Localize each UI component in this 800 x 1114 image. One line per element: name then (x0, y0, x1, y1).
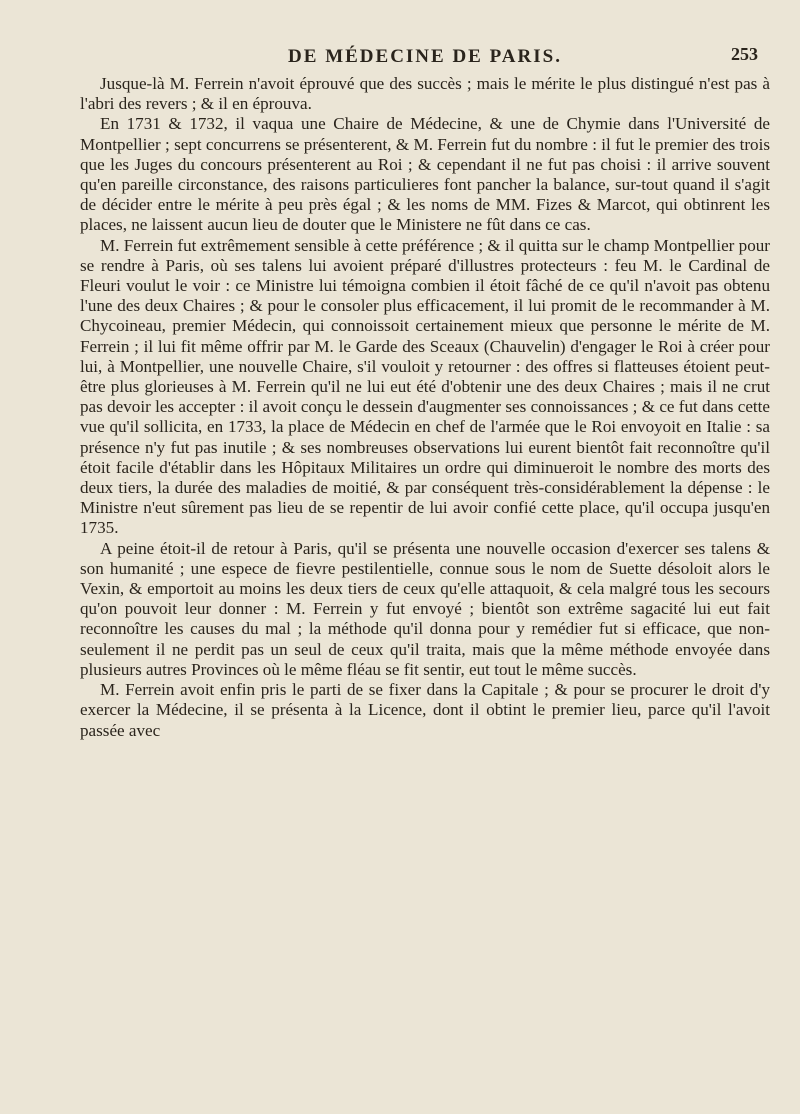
paragraph-4: A peine étoit-il de retour à Paris, qu'il se présenta une nouvelle occasion d'exercer ses talens & son humanité ; une espece de fievre pestilentielle, connue sous le nom de Suette désoloit alors le Vexin, & emportoit au moins les deux tiers de ceux qu'elle attaquoit, & cela malgré tous les secours qu'on pouvoit leur donner : M. Ferrein y fut envoyé ; bientôt son extrême sagacité lui eut fait reconnoître les causes du mal ; la méthode qu'il donna pour y remédier fut si efficace, que non-seulement il ne perdit pas un seul de ceux qu'il traita, mais que la même méthode envoyée dans plusieurs autres Provinces où le même fléau se fit sentir, eut tout le même succès. (80, 538, 770, 679)
paragraph-2: En 1731 & 1732, il vaqua une Chaire de Médecine, & une de Chymie dans l'Université de Montpellier ; sept concurrens se présenterent, & M. Ferrein fut du nombre : il fut le premier des trois que les Juges du concours présenterent au Roi ; & cependant il ne fut pas choisi : il arrive souvent qu'en pareille circonstance, des raisons particulieres font pancher la balance, sur-tout quand il s'agit de décider entre le mérite à peu près égal ; & les noms de MM. Fizes & Marcot, qui obtinrent les places, ne laissent aucun lieu de douter que le Ministere ne fût dans ce cas. (80, 114, 770, 235)
page-number: 253 (731, 44, 758, 64)
paragraph-3: M. Ferrein fut extrêmement sensible à cette préférence ; & il quitta sur le champ Montpellier pour se rendre à Paris, où ses talens lui avoient préparé d'illustres protecteurs : feu M. le Cardinal de Fleuri voulut le voir : ce Ministre lui témoigna combien il étoit fâché de ce qu'il n'avoit pas obtenu l'une des deux Chaires ; & pour le consoler plus efficacement, il lui promit de le recommander à M. Chycoineau, premier Médecin, qui connoissoit certainement mieux que personne le mérite de M. Ferrein ; il lui fit même offrir par M. le Garde des Sceaux (Chauvelin) d'engager le Roi à créer pour lui, à Montpellier, une nouvelle Chaire, s'il vouloit y retourner : des offres si flatteuses étoient peut-être plus glorieuses à M. Ferrein qu'il ne lui eut été d'obtenir une des deux Chaires ; mais il ne crut pas devoir les accepter : il avoit conçu le dessein d'augmenter ses connoissances ; & ce fut dans cette vue qu'il sollicita, en 1733, la place de Médecin en chef de l'armée que le Roi envoyoit en Italie : sa présence n'y fut pas inutile ; & ses nombreuses observations lui eurent bientôt fait reconnoître qu'il étoit facile d'établir dans les Hôpitaux Militaires un ordre qui diminueroit le nombre des morts des deux tiers, la durée des maladies de moitié, & par conséquent très-considérablement la dépense : le Ministre n'eut sûrement pas lieu de se repentir de lui avoir confié cette place, qu'il occupa jusqu'en 1735. (80, 235, 770, 538)
running-header (80, 40, 770, 70)
text-block (80, 74, 770, 741)
paragraph-5: M. Ferrein avoit enfin pris le parti de se fixer dans la Capitale ; & pour se procurer le droit d'y exercer la Médecine, il se présenta à la Licence, dont il obtint le premier lieu, parce qu'il l'avoit passée avec (80, 680, 770, 740)
paragraph-1: Jusque-là M. Ferrein n'avoit éprouvé que des succès ; mais le mérite le plus distingué n'est pas à l'abri des revers ; & il en éprouva. (80, 74, 770, 114)
running-title: DE MÉDECINE DE PARIS. (288, 46, 562, 67)
